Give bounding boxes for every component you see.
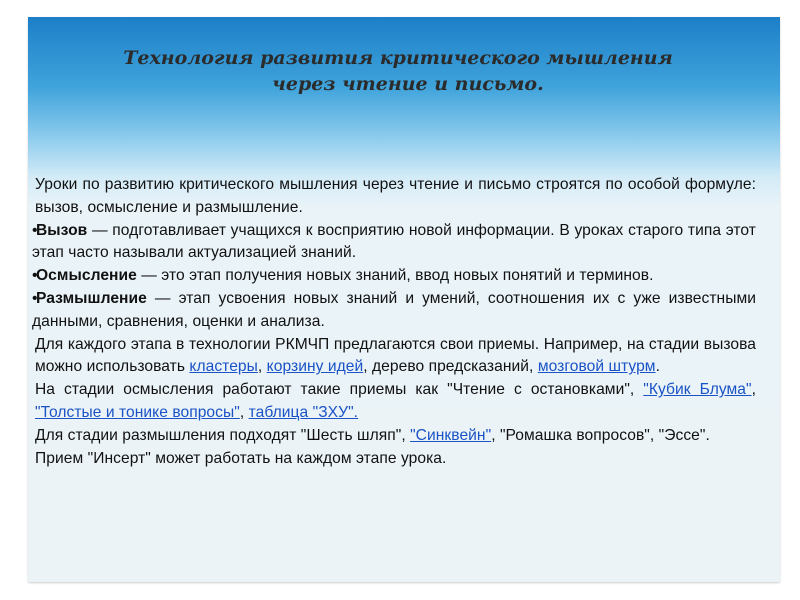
insert-paragraph: Прием "Инсерт" может работать на каждом этапе урока. — [35, 449, 447, 467]
text-span: , дерево предсказаний, — [363, 358, 538, 376]
text-span: , — [239, 403, 249, 421]
bullet-term: Вызов — [36, 221, 88, 239]
bullet-item-challenge — [32, 220, 756, 266]
slide-body — [32, 174, 756, 470]
bullet-item-reflection — [32, 288, 756, 334]
link-zhu-table[interactable]: таблица "ЗХУ". — [248, 403, 359, 421]
link-brainstorm[interactable]: мозговой штурм — [537, 358, 656, 376]
bullet-text: — этап усвоения новых знаний и умений, соотношения их с уже известными данными, сравнения, оценки и анализа. — [32, 289, 756, 330]
slide-title-line1: Технология развития критического мышления — [123, 47, 673, 69]
reflection-techniques-paragraph — [32, 425, 756, 448]
slide-title-line2: через чтение и письмо. — [272, 73, 544, 95]
link-clusters[interactable]: кластеры — [189, 358, 258, 376]
bullet-icon: • — [32, 221, 38, 239]
text-span: . — [655, 358, 660, 376]
intro-paragraph: Уроки по развитию критического мышления через чтение и письмо строятся по особой формуле: вызов, осмысление и размышление. — [35, 176, 756, 216]
link-idea-basket[interactable]: корзину идей — [266, 358, 364, 376]
slide-title — [28, 45, 780, 97]
bullet-icon: • — [32, 289, 38, 307]
slide — [28, 17, 780, 582]
bullet-icon: • — [32, 267, 38, 285]
text-span: Для стадии размышления подходят "Шесть шляп", — [35, 426, 411, 444]
techniques-paragraph — [32, 334, 756, 380]
link-cinquain[interactable]: "Синквейн" — [410, 426, 492, 444]
bullet-term: Осмысление — [36, 267, 137, 285]
comprehension-techniques-paragraph — [32, 379, 756, 425]
bullet-term: Размышление — [36, 289, 147, 307]
text-span: Для каждого этапа в технологии РКМЧП предлагаются свои приемы. Например, на стадии вызова можно использовать — [35, 335, 756, 376]
bullet-item-comprehension — [32, 265, 756, 288]
bullet-text: — это этап получения новых знаний, ввод новых понятий и терминов. — [136, 267, 654, 285]
link-bloom-cube[interactable]: "Кубик Блума" — [643, 381, 752, 399]
text-span: , "Ромашка вопросов", "Эссе". — [491, 426, 710, 444]
bullet-text: — подготавливает учащихся к восприятию новой информации. В уроках старого типа этот этап часто называли актуализацией знаний. — [32, 221, 756, 262]
text-span: , — [751, 381, 757, 399]
link-thick-thin-questions[interactable]: "Толстые и тонике вопросы" — [35, 403, 240, 421]
text-span: На стадии осмысления работают такие приемы как "Чтение с остановками", — [35, 381, 644, 399]
text-span: , — [257, 358, 267, 376]
